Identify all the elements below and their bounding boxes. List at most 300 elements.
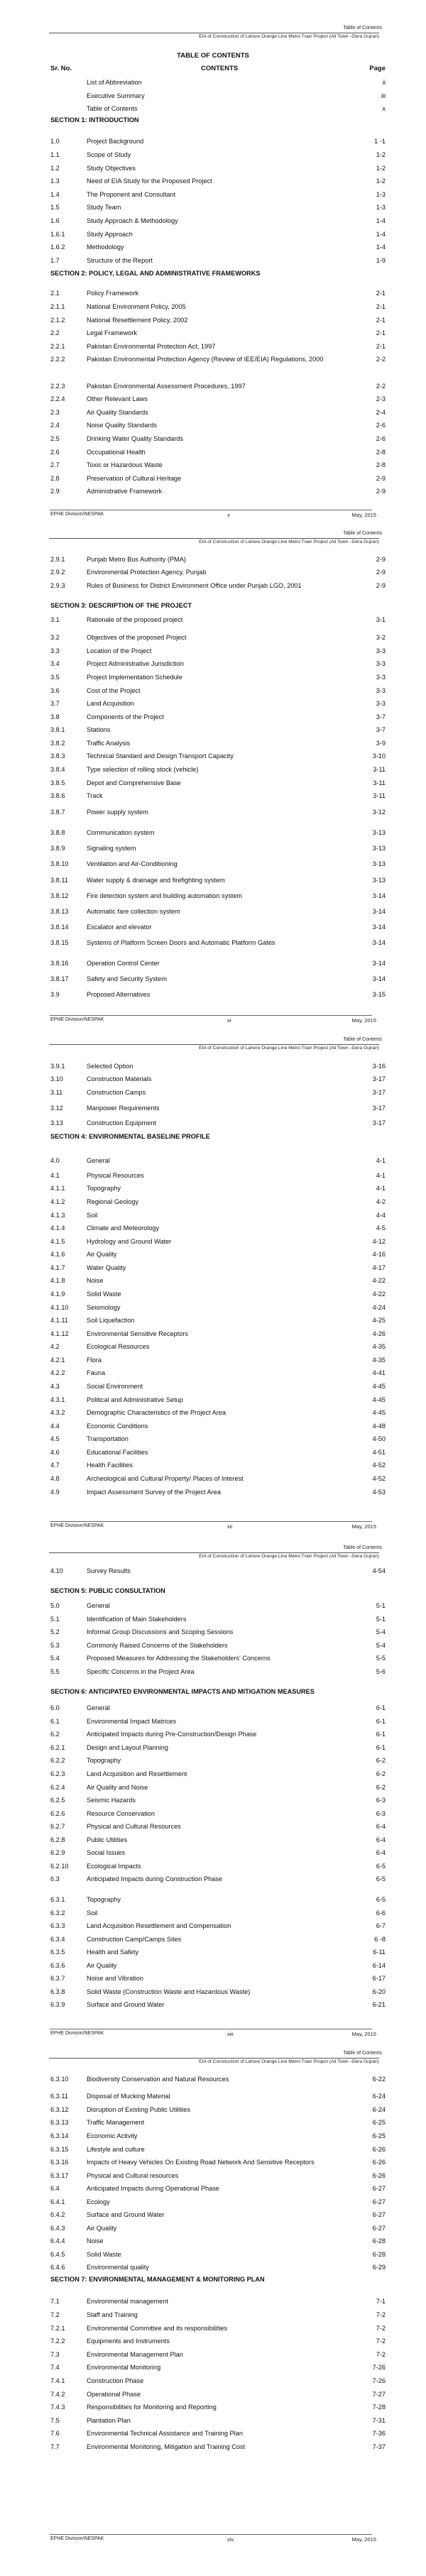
entry-number: 3.10 bbox=[50, 1075, 63, 1083]
entry-number: 6.3.9 bbox=[50, 2001, 65, 2008]
entry-title[interactable]: Scope of Study bbox=[87, 151, 131, 158]
entry-title[interactable]: Land Acquisition and Resettlement bbox=[87, 1770, 187, 1777]
footer-page-number: xiii bbox=[227, 2031, 234, 2037]
entry-title[interactable]: Specific Concerns in the Project Area bbox=[87, 1668, 195, 1675]
entry-title[interactable]: Environmental Protection Agency, Punjab bbox=[87, 569, 207, 576]
entry-page: 7-1 bbox=[376, 2298, 386, 2305]
entry-title[interactable]: Solid Waste (Construction Waste and Hazardous Waste) bbox=[87, 1988, 251, 1995]
entry-title[interactable]: Preservation of Cultural Heritage bbox=[87, 475, 182, 482]
entry-title[interactable]: Escalator and elevator bbox=[87, 923, 152, 931]
entry-title[interactable]: Noise Quality Standards bbox=[87, 422, 158, 429]
entry-page: 3-14 bbox=[372, 923, 386, 931]
entry-number: 3.8.11 bbox=[50, 877, 68, 884]
entry-number: 1.7 bbox=[50, 257, 60, 264]
entry-number: 2.9 bbox=[50, 488, 60, 495]
entry-title[interactable]: Policy Framework bbox=[87, 290, 139, 297]
entry-page: 3-11 bbox=[373, 779, 386, 786]
entry-title[interactable]: Physical and Cultural Resources bbox=[87, 1823, 181, 1830]
entry-page: 5-4 bbox=[376, 1642, 386, 1649]
entry-number: 2.3 bbox=[50, 409, 60, 416]
entry-page: 3-13 bbox=[372, 860, 386, 867]
entry-page: 4-54 bbox=[372, 1567, 386, 1574]
entry-title[interactable]: Health and Safety bbox=[87, 1949, 139, 1956]
toc-entry[interactable] bbox=[0, 2074, 426, 2084]
toc-title: TABLE OF CONTENTS bbox=[177, 52, 249, 60]
entry-title[interactable]: Lifestyle and culture bbox=[87, 2146, 145, 2153]
entry-title[interactable]: National Resettlement Policy, 2002 bbox=[87, 317, 188, 324]
footer-rule bbox=[50, 2534, 372, 2535]
entry-page: 2-2 bbox=[376, 383, 386, 390]
entry-title[interactable]: Topography bbox=[87, 1185, 121, 1192]
entry-title[interactable]: Ventilation and Air-Conditioning bbox=[87, 860, 178, 867]
entry-title[interactable]: General bbox=[87, 1602, 110, 1609]
entry-page: 4-52 bbox=[372, 1475, 386, 1482]
entry-title[interactable]: Environmental Technical Assistance and Training Plan bbox=[87, 2430, 243, 2437]
entry-title[interactable]: The Proponent and Consultant bbox=[87, 191, 176, 198]
entry-title[interactable]: Stations bbox=[87, 726, 111, 733]
entry-title[interactable]: Rules of Business for District Environment Office under Punjab LGO, 2001 bbox=[87, 582, 302, 589]
toc-entry[interactable] bbox=[0, 2402, 426, 2412]
entry-title[interactable]: Equipments and Instruments bbox=[87, 2337, 170, 2345]
entry-title[interactable]: Safety and Security System bbox=[87, 975, 167, 982]
entry-number: 6.4.2 bbox=[50, 2211, 65, 2218]
toc-entry[interactable] bbox=[0, 2249, 426, 2259]
entry-title[interactable]: Air Quality Standards bbox=[87, 409, 148, 416]
entry-title[interactable]: Components of the Project bbox=[87, 713, 164, 720]
entry-number: 6.2 bbox=[50, 1731, 60, 1738]
entry-page: 2-6 bbox=[376, 422, 386, 429]
entry-title[interactable]: Operation Control Center bbox=[87, 960, 160, 967]
entry-page: 7-26 bbox=[372, 2364, 386, 2371]
footer-date: May, 2015 bbox=[351, 1523, 376, 1530]
entry-page: 6-3 bbox=[376, 1810, 386, 1817]
toc-entry[interactable] bbox=[0, 2416, 426, 2426]
entry-title[interactable]: Solid Waste bbox=[87, 2251, 121, 2258]
entry-page: 2-9 bbox=[376, 475, 386, 482]
entry-number: 6.3.17 bbox=[50, 2172, 69, 2179]
entry-number: 5.2 bbox=[50, 1628, 60, 1635]
entry-title[interactable]: Track bbox=[87, 792, 103, 799]
entry-number: 2.2 bbox=[50, 329, 60, 336]
entry-title[interactable]: Surface and Ground Water bbox=[87, 2001, 165, 2008]
entry-title[interactable]: Need of EIA Study for the Proposed Project bbox=[87, 177, 212, 185]
entry-page: 4-45 bbox=[372, 1396, 386, 1403]
col-header-contents: CONTENTS bbox=[201, 65, 239, 72]
entry-title[interactable]: Automatic fare collection system bbox=[87, 908, 180, 915]
entry-title[interactable]: Environmental Management Plan bbox=[87, 2351, 183, 2358]
entry-page: 7-26 bbox=[372, 2377, 386, 2384]
entry-title[interactable]: Construction Materials bbox=[87, 1075, 152, 1083]
entry-title[interactable]: Study Team bbox=[87, 204, 121, 211]
entry-page: 6-1 bbox=[376, 1704, 386, 1711]
entry-page: 3-14 bbox=[372, 960, 386, 967]
toc-entry[interactable] bbox=[0, 2350, 426, 2359]
toc-entry[interactable] bbox=[0, 2157, 426, 2167]
entry-number: 3.6 bbox=[50, 687, 60, 694]
entry-number: 3.11 bbox=[50, 1089, 63, 1096]
entry-title[interactable]: Environmental Committee and its responsibilities bbox=[87, 2325, 228, 2332]
entry-title[interactable]: Other Relevant Laws bbox=[87, 395, 148, 402]
entry-title[interactable]: Traffic Analysis bbox=[87, 740, 131, 747]
entry-title[interactable]: Transportation bbox=[87, 1435, 129, 1442]
entry-title[interactable]: List of Abbreviation bbox=[87, 79, 142, 86]
entry-title[interactable]: Ecology bbox=[87, 2198, 110, 2205]
entry-title[interactable]: Economic Conditions bbox=[87, 1423, 148, 1430]
entry-title[interactable]: Land Acquisition bbox=[87, 700, 134, 707]
entry-number: 7.5 bbox=[50, 2417, 60, 2424]
entry-title[interactable]: Project Administrative Jurisdiction bbox=[87, 660, 184, 667]
entry-title[interactable]: Operational Phase bbox=[87, 2391, 141, 2398]
entry-title[interactable]: Depot and Comprehensive Base bbox=[87, 779, 181, 786]
entry-title[interactable]: Objectives of the proposed Project bbox=[87, 634, 187, 641]
entry-title[interactable]: Fauna bbox=[87, 1369, 106, 1376]
entry-title[interactable]: Type selection of rolling stock (vehicle) bbox=[87, 766, 199, 773]
entry-page: 4-26 bbox=[372, 1330, 386, 1337]
toc-entry[interactable] bbox=[0, 2117, 426, 2127]
entry-title[interactable]: Soil Liquefaction bbox=[87, 1317, 135, 1324]
toc-entry[interactable] bbox=[0, 2362, 426, 2372]
entry-title[interactable]: Study Approach & Methodology bbox=[87, 217, 178, 224]
entry-title[interactable]: Executive Summary bbox=[87, 92, 145, 99]
entry-title[interactable]: Environmental Monitoring bbox=[87, 2364, 161, 2371]
entry-page: 3-3 bbox=[376, 647, 386, 654]
entry-title[interactable]: Air Quality bbox=[87, 1251, 117, 1258]
entry-page: 6-1 bbox=[376, 1731, 386, 1738]
entry-title[interactable]: Anticipated Impacts during Construction Phase bbox=[87, 1875, 222, 1882]
entry-title[interactable]: Selected Option bbox=[87, 1063, 133, 1070]
entry-page: 4-4 bbox=[376, 1212, 386, 1219]
entry-number: 6.3.14 bbox=[50, 2132, 69, 2139]
entry-title[interactable]: Toxic or Hazardous Waste bbox=[87, 461, 163, 468]
entry-title[interactable]: Noise bbox=[87, 1277, 104, 1284]
entry-page: 7-2 bbox=[376, 2351, 386, 2358]
toc-entry[interactable] bbox=[0, 2336, 426, 2346]
toc-entry[interactable] bbox=[0, 2376, 426, 2386]
entry-number: 4.9 bbox=[50, 1489, 60, 1496]
entry-number: 7.2.1 bbox=[50, 2325, 65, 2332]
entry-title[interactable]: Environmental Monitoring, Mitigation and Training Cost bbox=[87, 2443, 246, 2450]
entry-page: 3-17 bbox=[372, 1119, 386, 1127]
entry-title[interactable]: Project Implementation Schedule bbox=[87, 674, 182, 681]
entry-title[interactable]: Impact Assessment Survey of the Project Area bbox=[87, 1489, 221, 1496]
entry-page: 4-51 bbox=[372, 1449, 386, 1456]
entry-title[interactable]: Air Quality and Noise bbox=[87, 1784, 148, 1791]
entry-title[interactable]: Environmental management bbox=[87, 2298, 168, 2305]
entry-title[interactable]: Informal Group Discussions and Scoping Sessions bbox=[87, 1628, 234, 1635]
entry-title[interactable]: Regional Geology bbox=[87, 1198, 139, 1205]
entry-title[interactable]: Pakistan Environmental Protection Act, 1997 bbox=[87, 343, 216, 350]
header-section-label: Table of Contents bbox=[343, 531, 382, 536]
entry-title[interactable]: Proposed Measures for Addressing the Stakeholders' Concerns bbox=[87, 1655, 271, 1662]
entry-title[interactable]: Water supply & drainage and firefighting system bbox=[87, 877, 225, 884]
entry-title[interactable]: Land Acquisition Resettlement and Compensation bbox=[87, 1922, 231, 1929]
entry-title[interactable]: Biodiversity Conservation and Natural Resources bbox=[87, 2076, 229, 2083]
entry-title[interactable]: Solid Waste bbox=[87, 1290, 121, 1298]
entry-title[interactable]: Hydrology and Ground Water bbox=[87, 1238, 172, 1245]
entry-title[interactable]: Environmental Sensitive Receptors bbox=[87, 1330, 188, 1337]
entry-page: 4-45 bbox=[372, 1409, 386, 1416]
entry-title[interactable]: Communication system bbox=[87, 829, 155, 836]
entry-title[interactable]: Proposed Alternatives bbox=[87, 991, 151, 998]
entry-page: 3-13 bbox=[372, 845, 386, 852]
entry-page: 3-17 bbox=[372, 1075, 386, 1083]
entry-title[interactable]: Anticipated Impacts during Pre-Construction/Design Phase bbox=[87, 1731, 257, 1738]
entry-title[interactable]: Topography bbox=[87, 1757, 121, 1764]
toc-entry[interactable] bbox=[0, 2296, 426, 2306]
header-section-label: Table of Contents bbox=[343, 1545, 382, 1550]
footer-organization: EPHE Division/NESPAK bbox=[50, 2536, 104, 2541]
entry-page: 7-2 bbox=[376, 2325, 386, 2332]
entry-page: 4-16 bbox=[372, 1251, 386, 1258]
entry-title[interactable]: Legal Framework bbox=[87, 329, 137, 336]
entry-title[interactable]: Topography bbox=[87, 1896, 121, 1903]
entry-title[interactable]: Air Quality bbox=[87, 2225, 117, 2232]
entry-title[interactable]: Soil bbox=[87, 1212, 98, 1219]
entry-title[interactable]: Public Utilities bbox=[87, 1836, 128, 1843]
entry-title[interactable]: Responsibilities for Monitoring and Reporting bbox=[87, 2404, 217, 2411]
entry-page: 6-6 bbox=[376, 1909, 386, 1917]
toc-entry[interactable] bbox=[0, 2310, 426, 2320]
entry-number: 6.2.9 bbox=[50, 1849, 65, 1856]
entry-page: 3-13 bbox=[372, 829, 386, 836]
entry-title[interactable]: General bbox=[87, 1157, 110, 1164]
entry-title[interactable]: Study Objectives bbox=[87, 165, 136, 172]
entry-title[interactable]: Social Environment bbox=[87, 1383, 143, 1390]
entry-title[interactable]: Ecological Resources bbox=[87, 1343, 150, 1350]
entry-title[interactable]: Survey Results bbox=[87, 1567, 131, 1574]
entry-number: 4.1.5 bbox=[50, 1238, 65, 1245]
entry-page: 4-35 bbox=[372, 1356, 386, 1364]
entry-title[interactable]: Staff and Training bbox=[87, 2311, 138, 2318]
entry-number: 4.1.10 bbox=[50, 1304, 69, 1311]
entry-number: 2.2.1 bbox=[50, 343, 65, 350]
entry-title[interactable]: Structure of the Report bbox=[87, 257, 153, 264]
entry-number: 3.7 bbox=[50, 700, 60, 707]
entry-title[interactable]: Manpower Requirements bbox=[87, 1105, 160, 1112]
entry-number: 6.3.1 bbox=[50, 1896, 65, 1903]
entry-title[interactable]: Pakistan Environmental Assessment Procedures, 1997 bbox=[87, 383, 246, 390]
entry-title[interactable]: Commonly Raised Concerns of the Stakeholders bbox=[87, 1642, 228, 1649]
entry-title[interactable]: Physical and Cultural resources bbox=[87, 2172, 179, 2179]
entry-page: 2-4 bbox=[376, 409, 386, 416]
toc-entry[interactable] bbox=[0, 2210, 426, 2220]
entry-title[interactable]: Identification of Main Stakeholders bbox=[87, 1616, 187, 1623]
toc-entry[interactable] bbox=[0, 2171, 426, 2181]
entry-number: 3.8.5 bbox=[50, 779, 65, 786]
entry-page: 4-52 bbox=[372, 1462, 386, 1469]
toc-entry[interactable] bbox=[0, 2236, 426, 2246]
entry-page: 6-27 bbox=[372, 2198, 386, 2205]
entry-number: 7.4.2 bbox=[50, 2391, 65, 2398]
entry-number: 6.2.2 bbox=[50, 1757, 65, 1764]
entry-title[interactable]: Environmental quality bbox=[87, 2264, 149, 2271]
entry-title[interactable]: Methodology bbox=[87, 243, 124, 251]
entry-page: 3-2 bbox=[376, 634, 386, 641]
entry-number: 6.2.5 bbox=[50, 1797, 65, 1804]
entry-title[interactable]: Technical Standard and Design Transport Capacity bbox=[87, 752, 234, 760]
entry-number: 7.6 bbox=[50, 2430, 60, 2437]
entry-number: 4.2.2 bbox=[50, 1369, 65, 1376]
entry-number: 1.6.2 bbox=[50, 243, 65, 251]
entry-title[interactable]: Administrative Framework bbox=[87, 488, 163, 495]
entry-title[interactable]: Noise bbox=[87, 2237, 104, 2245]
entry-title[interactable]: Archeological and Cultural Property/ Places of Interest bbox=[87, 1475, 244, 1482]
entry-number: 3.8.7 bbox=[50, 809, 65, 816]
entry-number: 6.2.7 bbox=[50, 1823, 65, 1830]
entry-page: 4-17 bbox=[372, 1264, 386, 1271]
entry-title[interactable]: Social Issues bbox=[87, 1849, 126, 1856]
entry-page: 5-1 bbox=[376, 1616, 386, 1623]
entry-title[interactable]: Cost of the Project bbox=[87, 687, 141, 694]
entry-title[interactable]: Surface and Ground Water bbox=[87, 2211, 165, 2218]
entry-title[interactable]: General bbox=[87, 1704, 110, 1711]
entry-number: 7.4.1 bbox=[50, 2377, 65, 2384]
entry-title[interactable]: Table of Contents bbox=[87, 105, 138, 112]
entry-title[interactable]: Traffic Management bbox=[87, 2119, 145, 2126]
entry-page: 6-4 bbox=[376, 1823, 386, 1830]
entry-title[interactable]: Construction Camps bbox=[87, 1089, 146, 1096]
entry-title[interactable]: Health Facilities bbox=[87, 1462, 133, 1469]
entry-number: 5.0 bbox=[50, 1602, 60, 1609]
entry-number: 6.3.11 bbox=[50, 2093, 68, 2100]
entry-title[interactable]: Impacts of Heavy Vehicles On Existing Road Network And Sensitive Receptors bbox=[87, 2159, 315, 2166]
entry-number: 2.4 bbox=[50, 422, 60, 429]
entry-title[interactable]: Educational Facilities bbox=[87, 1449, 148, 1456]
toc-entry[interactable] bbox=[0, 2131, 426, 2141]
entry-page: 6-5 bbox=[376, 1863, 386, 1870]
footer-page-number: xi bbox=[227, 1017, 231, 1024]
entry-title[interactable]: Location of the Project bbox=[87, 647, 152, 654]
entry-title[interactable]: Fire detection system and building automation system bbox=[87, 892, 243, 899]
toc-entry[interactable] bbox=[0, 2091, 426, 2101]
entry-page: 6-2 bbox=[376, 1757, 386, 1764]
entry-number: 5.3 bbox=[50, 1642, 60, 1649]
entry-title[interactable]: Drinking Water Quality Standards bbox=[87, 435, 183, 442]
entry-page: 6-24 bbox=[372, 2093, 386, 2100]
entry-number: 3.8.15 bbox=[50, 939, 69, 946]
toc-entry[interactable] bbox=[0, 2223, 426, 2233]
toc-entry[interactable] bbox=[0, 2389, 426, 2399]
section-heading: SECTION 1: INTRODUCTION bbox=[50, 116, 139, 124]
entry-number: 3.1 bbox=[50, 616, 60, 623]
footer-organization: EPHE Division/NESPAK bbox=[50, 2031, 104, 2036]
entry-title[interactable]: Construction Camp/Camps Sites bbox=[87, 1936, 182, 1943]
entry-title[interactable]: Pakistan Environmental Protection Agency (Review of IEE/EIA) Regulations, 2000 bbox=[87, 356, 324, 363]
entry-page: 5-6 bbox=[376, 1668, 386, 1675]
entry-title[interactable]: Disposal of Mucking Material bbox=[87, 2093, 170, 2100]
toc-entry[interactable] bbox=[0, 2323, 426, 2333]
entry-title[interactable]: Seismology bbox=[87, 1304, 121, 1311]
entry-title[interactable]: Disruption of Existing Public Utilities bbox=[87, 2106, 191, 2113]
entry-number: 7.1 bbox=[50, 2298, 60, 2305]
entry-number: 2.6 bbox=[50, 449, 60, 456]
entry-page: 3-17 bbox=[372, 1089, 386, 1096]
entry-number: 4.1.12 bbox=[50, 1330, 69, 1337]
entry-title[interactable]: Physical Resources bbox=[87, 1172, 144, 1179]
entry-number: 4.3 bbox=[50, 1383, 60, 1390]
entry-title[interactable]: Ecological Impacts bbox=[87, 1863, 141, 1870]
header-document-title: EIA of Construction of Lahore Orange Line Metro Train Project (Ali Town –Dera Gujran) bbox=[199, 1046, 379, 1051]
entry-page: 5-1 bbox=[376, 1602, 386, 1609]
footer-date: May, 2015 bbox=[351, 1017, 376, 1024]
entry-title[interactable]: Flora bbox=[87, 1356, 102, 1364]
entry-page: 6-27 bbox=[372, 2225, 386, 2232]
toc-entry[interactable] bbox=[0, 2144, 426, 2154]
entry-page: 1-9 bbox=[376, 257, 386, 264]
entry-title[interactable]: Air Quality bbox=[87, 1962, 117, 1969]
entry-page: 1-3 bbox=[376, 191, 386, 198]
entry-title[interactable]: Design and Layout Planning bbox=[87, 1744, 168, 1751]
header-document-title: EIA of Construction of Lahore Orange Line Metro Train Project (Ali Town –Dera Gujran) bbox=[199, 1554, 379, 1559]
entry-page: 2-9 bbox=[376, 556, 386, 563]
toc-entry[interactable] bbox=[0, 2442, 426, 2452]
entry-title[interactable]: Project Background bbox=[87, 138, 144, 145]
toc-entry[interactable] bbox=[0, 2105, 426, 2115]
entry-title[interactable]: Seismic Hazards bbox=[87, 1797, 136, 1804]
entry-title[interactable]: Power supply system bbox=[87, 809, 148, 816]
entry-number: 1.6.1 bbox=[50, 231, 65, 238]
entry-page: 4-50 bbox=[372, 1435, 386, 1442]
toc-entry[interactable] bbox=[0, 2183, 426, 2193]
entry-title[interactable]: Demographic Characteristics of the Project Area bbox=[87, 1409, 226, 1416]
entry-page: 4-45 bbox=[372, 1383, 386, 1390]
entry-title[interactable]: Study Approach bbox=[87, 231, 133, 238]
entry-number: 4.1.2 bbox=[50, 1198, 65, 1205]
entry-title[interactable]: Noise and Vibration bbox=[87, 1975, 144, 1982]
entry-number: 6.1 bbox=[50, 1718, 60, 1725]
entry-page: 6-5 bbox=[376, 1896, 386, 1903]
entry-title[interactable]: Water Quality bbox=[87, 1264, 126, 1271]
entry-number: 2.1 bbox=[50, 290, 60, 297]
entry-number: 3.8.3 bbox=[50, 752, 65, 760]
entry-page: 3-9 bbox=[376, 740, 386, 747]
entry-title[interactable]: Anticipated Impacts during Operational Phase bbox=[87, 2185, 219, 2192]
entry-number: 4.3.1 bbox=[50, 1396, 65, 1403]
entry-number: 2.9.3 bbox=[50, 582, 65, 589]
toc-entry[interactable] bbox=[0, 2197, 426, 2207]
entry-title[interactable]: Plantation Plan bbox=[87, 2417, 131, 2424]
entry-number: 7.2 bbox=[50, 2311, 60, 2318]
entry-title[interactable]: Environmental Impact Matrices bbox=[87, 1718, 177, 1725]
entry-page: 1-4 bbox=[376, 243, 386, 251]
entry-number: 3.2 bbox=[50, 634, 60, 641]
entry-title[interactable]: Economic Activity bbox=[87, 2132, 138, 2139]
entry-title[interactable]: National Environment Policy, 2005 bbox=[87, 303, 186, 310]
entry-title[interactable]: Climate and Meteorology bbox=[87, 1224, 160, 1232]
entry-title[interactable]: Construction Phase bbox=[87, 2377, 144, 2384]
entry-number: 6.3.10 bbox=[50, 2076, 69, 2083]
entry-title[interactable]: Soil bbox=[87, 1909, 98, 1917]
entry-page: 3-3 bbox=[376, 660, 386, 667]
toc-entry[interactable] bbox=[0, 2428, 426, 2438]
entry-page: 6-27 bbox=[372, 2211, 386, 2218]
entry-number: 4.10 bbox=[50, 1567, 63, 1574]
entry-number: 6.3 bbox=[50, 1875, 60, 1882]
entry-number: 4.7 bbox=[50, 1462, 60, 1469]
entry-title[interactable]: Rationale of the proposed project bbox=[87, 616, 183, 623]
entry-title[interactable]: Construction Equipment bbox=[87, 1119, 157, 1127]
entry-number: 5.1 bbox=[50, 1616, 60, 1623]
entry-title[interactable]: Punjab Metro Bus Authority (PMA) bbox=[87, 556, 186, 563]
entry-title[interactable]: Signaling system bbox=[87, 845, 136, 852]
entry-title[interactable]: Occupational Health bbox=[87, 449, 146, 456]
toc-entry[interactable] bbox=[0, 2262, 426, 2272]
col-header-srno: Sr. No. bbox=[50, 65, 72, 72]
entry-title[interactable]: Political and Administrative Setup bbox=[87, 1396, 183, 1403]
entry-title[interactable]: Resource Conservation bbox=[87, 1810, 155, 1817]
header-document-title: EIA of Construction of Lahore Orange Line Metro Train Project (Ali Town –Dera Gujran) bbox=[199, 2059, 379, 2064]
entry-title[interactable]: Systems of Platform Screen Doors and Automatic Platform Gates bbox=[87, 939, 275, 946]
